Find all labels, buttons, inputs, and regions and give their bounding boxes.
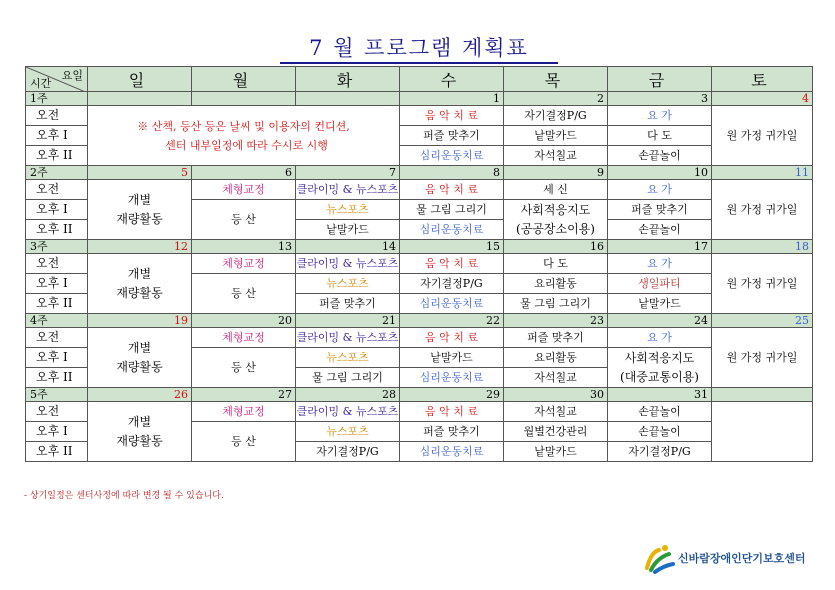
program-cell: 체형교정: [192, 402, 296, 422]
date-cell: 5: [88, 166, 192, 180]
program-cell: 뉴스포츠: [296, 348, 400, 368]
program-cell: 자석칠교: [504, 402, 608, 422]
date-cell: 30: [504, 388, 608, 402]
program-cell: 심리운동치료: [400, 294, 504, 314]
time-pm2: 오후 II: [26, 442, 88, 462]
program-cell: 등 산: [192, 348, 296, 388]
date-cell: 23: [504, 314, 608, 328]
logo-icon: [641, 540, 677, 576]
program-cell: 낱말카드: [504, 442, 608, 462]
program-cell: 심리운동치료: [400, 442, 504, 462]
date-cell: [192, 92, 296, 106]
day-thu: 목: [504, 67, 608, 92]
time-pm1: 오후 I: [26, 126, 88, 146]
program-text: 개별 재량활동: [116, 266, 163, 300]
program-cell: 음 악 치 료: [400, 254, 504, 274]
footnote: - 상기일정은 센터사정에 따라 변경 될 수 있습니다.: [24, 491, 224, 501]
date-cell: 7: [296, 166, 400, 180]
date-cell: 3: [608, 92, 712, 106]
program-cell: 원 가정 귀가일: [712, 328, 813, 388]
time-pm1: 오후 I: [26, 348, 88, 368]
week-label: 2주: [26, 166, 88, 180]
date-cell: 21: [296, 314, 400, 328]
time-pm2: 오후 II: [26, 220, 88, 240]
program-cell: 자석칠교: [504, 368, 608, 388]
date-cell: 14: [296, 240, 400, 254]
program-text: 개별 재량활동: [116, 192, 163, 226]
program-cell: 원 가정 귀가일: [712, 254, 813, 314]
week-row: [26, 92, 813, 106]
date-cell: [296, 92, 400, 106]
program-cell: 퍼즐 맞추기: [296, 294, 400, 314]
date-cell: 20: [192, 314, 296, 328]
program-cell: 자석칠교: [504, 146, 608, 166]
corner-day-label: 요일: [61, 69, 83, 82]
time-am: 오전: [26, 180, 88, 200]
program-cell: 퍼즐 맞추기: [608, 200, 712, 220]
date-cell: 27: [192, 388, 296, 402]
day-sat: 토: [712, 67, 813, 92]
day-tue: 화: [296, 67, 400, 92]
program-cell: 클라이밍 & 뉴스포츠: [296, 254, 400, 274]
header-row: [26, 67, 813, 92]
week-row: [26, 388, 813, 402]
program-cell: 낱말카드: [608, 294, 712, 314]
program-text: 사회적응지도: [624, 350, 695, 365]
program-cell: 퍼즐 맞추기: [400, 422, 504, 442]
program-text: (대중교통이용): [620, 369, 699, 384]
time-pm1: 오후 I: [26, 200, 88, 220]
program-text: 개별 재량활동: [116, 340, 163, 374]
week-label: 5주: [26, 388, 88, 402]
program-cell: 뉴스포츠: [296, 200, 400, 220]
sun-program-cell: [88, 254, 192, 314]
empty-cell: [712, 402, 813, 462]
program-cell: 뉴스포츠: [296, 422, 400, 442]
time-am: 오전: [26, 328, 88, 348]
program-text: 개별 재량활동: [116, 414, 163, 448]
day-sun: 일: [88, 67, 192, 92]
day-mon: 월: [192, 67, 296, 92]
program-text: (공공장소이용): [516, 221, 595, 236]
program-cell: 체형교정: [192, 328, 296, 348]
program-cell: 원 가정 귀가일: [712, 106, 813, 166]
program-cell: 세 신: [504, 180, 608, 200]
week-label: 3주: [26, 240, 88, 254]
date-cell: 29: [400, 388, 504, 402]
week-row: [26, 166, 813, 180]
program-cell: 심리운동치료: [400, 220, 504, 240]
program-cell: 낱말카드: [400, 348, 504, 368]
program-cell: 심리운동치료: [400, 368, 504, 388]
program-cell: [504, 200, 608, 240]
logo-text: 신바람장애인단기보호센터: [678, 552, 806, 565]
program-cell: 물 그림 그리기: [504, 294, 608, 314]
date-cell: [712, 388, 813, 402]
program-cell: 손끝놀이: [608, 402, 712, 422]
date-cell: 12: [88, 240, 192, 254]
date-cell: 10: [608, 166, 712, 180]
date-cell: 22: [400, 314, 504, 328]
program-cell: 음 악 치 료: [400, 328, 504, 348]
date-cell: 2: [504, 92, 608, 106]
week-label: 4주: [26, 314, 88, 328]
program-cell: 손끝놀이: [608, 220, 712, 240]
program-cell: 다 도: [608, 126, 712, 146]
time-am: 오전: [26, 106, 88, 126]
date-cell: 19: [88, 314, 192, 328]
day-wed: 수: [400, 67, 504, 92]
program-cell: 체형교정: [192, 254, 296, 274]
date-cell: 25: [712, 314, 813, 328]
program-cell: 등 산: [192, 422, 296, 462]
program-cell: 요 가: [608, 254, 712, 274]
time-pm2: 오후 II: [26, 146, 88, 166]
sun-program-cell: [88, 328, 192, 388]
program-cell: 생일파티: [608, 274, 712, 294]
corner-time-label: 시간: [30, 77, 52, 90]
date-cell: 4: [712, 92, 813, 106]
time-pm1: 오후 I: [26, 274, 88, 294]
date-cell: 9: [504, 166, 608, 180]
program-cell: 자기결정P/G: [400, 274, 504, 294]
program-cell: 원 가정 귀가일: [712, 180, 813, 240]
program-cell: 클라이밍 & 뉴스포츠: [296, 328, 400, 348]
date-cell: 26: [88, 388, 192, 402]
week-row: [26, 240, 813, 254]
program-cell: 손끝놀이: [608, 146, 712, 166]
program-cell: 뉴스포츠: [296, 274, 400, 294]
time-pm2: 오후 II: [26, 368, 88, 388]
time-pm2: 오후 II: [26, 294, 88, 314]
program-cell: 요리활동: [504, 274, 608, 294]
page-title: 7 월 프로그램 계획표: [280, 35, 558, 64]
date-cell: 13: [192, 240, 296, 254]
date-cell: 24: [608, 314, 712, 328]
program-cell: 다 도: [504, 254, 608, 274]
sun-program-cell: [88, 402, 192, 462]
sun-program-cell: [88, 180, 192, 240]
program-cell: 퍼즐 맞추기: [504, 328, 608, 348]
time-am: 오전: [26, 402, 88, 422]
program-cell: 요리활동: [504, 348, 608, 368]
program-cell: [608, 348, 712, 388]
corner-cell: [26, 67, 88, 92]
date-cell: 11: [712, 166, 813, 180]
notice-cell: [88, 106, 400, 166]
date-cell: 8: [400, 166, 504, 180]
program-cell: 낱말카드: [296, 220, 400, 240]
program-cell: 물 그림 그리기: [400, 200, 504, 220]
program-cell: 요 가: [608, 106, 712, 126]
date-cell: 28: [296, 388, 400, 402]
program-cell: 음 악 치 료: [400, 402, 504, 422]
date-cell: 31: [608, 388, 712, 402]
date-cell: 16: [504, 240, 608, 254]
program-cell: 월별건강관리: [504, 422, 608, 442]
program-cell: 낱말카드: [504, 126, 608, 146]
program-cell: 등 산: [192, 274, 296, 314]
date-cell: 17: [608, 240, 712, 254]
program-cell: 요 가: [608, 328, 712, 348]
program-cell: 클라이밍 & 뉴스포츠: [296, 402, 400, 422]
date-cell: 18: [712, 240, 813, 254]
notice-line: 센터 내부일정에 따라 수시로 시행: [165, 138, 328, 152]
date-cell: 15: [400, 240, 504, 254]
week-label: 1주: [26, 92, 88, 106]
program-cell: 음 악 치 료: [400, 180, 504, 200]
program-text: 사회적응지도: [520, 202, 591, 217]
notice-line: ※ 산책, 등산 등은 날씨 및 이용자의 컨디션,: [137, 119, 350, 133]
program-cell: 체형교정: [192, 180, 296, 200]
program-cell: 손끝놀이: [608, 422, 712, 442]
program-cell: 등 산: [192, 200, 296, 240]
program-cell: 클라이밍 & 뉴스포츠: [296, 180, 400, 200]
program-cell: 요 가: [608, 180, 712, 200]
program-cell: 자기결정P/G: [608, 442, 712, 462]
center-logo: [641, 540, 816, 576]
schedule-table: [25, 66, 813, 462]
date-cell: 6: [192, 166, 296, 180]
program-cell: 자기결정P/G: [504, 106, 608, 126]
date-cell: [88, 92, 192, 106]
week-row: [26, 314, 813, 328]
date-cell: 1: [400, 92, 504, 106]
time-pm1: 오후 I: [26, 422, 88, 442]
program-cell: 물 그림 그리기: [296, 368, 400, 388]
program-cell: 심리운동치료: [400, 146, 504, 166]
program-cell: 음 악 치 료: [400, 106, 504, 126]
day-fri: 금: [608, 67, 712, 92]
time-am: 오전: [26, 254, 88, 274]
program-cell: 자기결정P/G: [296, 442, 400, 462]
program-cell: 퍼즐 맞추기: [400, 126, 504, 146]
